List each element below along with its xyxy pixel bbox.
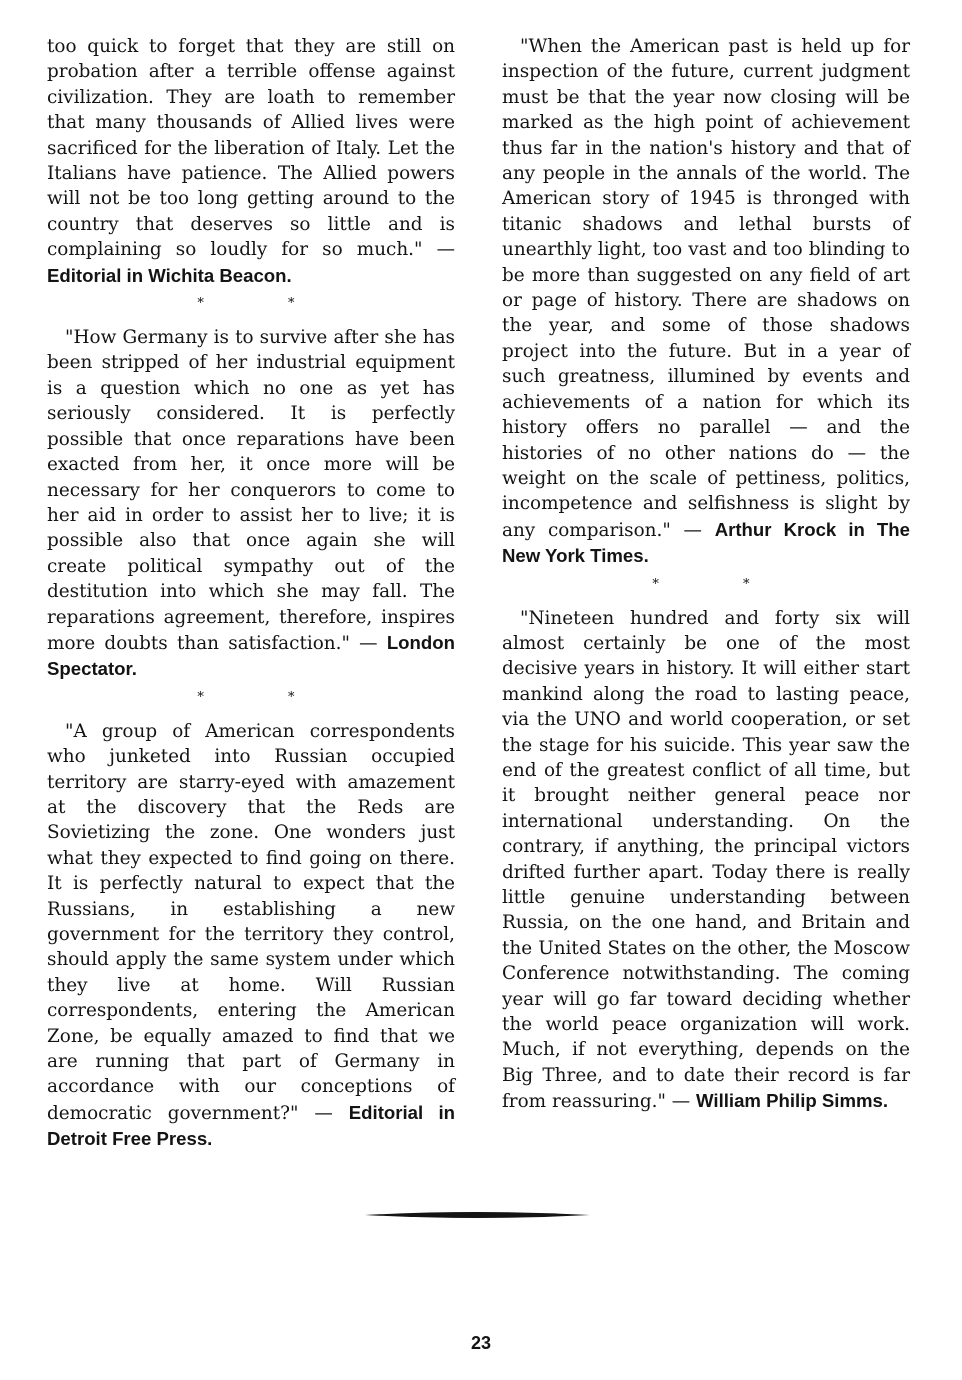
left-column <box>47 34 455 1153</box>
quote-detroit-free-press <box>47 719 455 1153</box>
right-column <box>502 34 910 1115</box>
page-number: 23 <box>470 1333 492 1353</box>
separator: * * <box>197 296 335 312</box>
separator: * * <box>197 689 335 705</box>
quote-london-spectator <box>47 325 455 683</box>
quote-text: "When the American past is held up for inspection of the future, current judgment must be that the year now closing will be marked as the high point of achievement thus far in the nation's history and that of any people in the annals of the world. The American story of 1945 is thronged with titanic shadows and lethal bursts of unearthly light, too vast and too blinding to be more than suggested on any field of art or page of history. There are shadows on the year, and some of those shadows project into the future. But in a year of such greatness, illumined by events and achievements of a nation for which its history offers no parallel — and the histories of no other nations do — the weight on the scale of pettiness, politics, incompetence and selfishness is slight by any comparison." — <box>502 36 910 541</box>
quote-text: "Nineteen hundred and forty six will almost certainly be one of the most decisive years in history. It will either start mankind along the road to lasting peace, via the UNO and world cooperation, or set the stage for his suicide. This year saw the end of the greatest conflict of all time, but it brought neither general peace nor international understanding. On the contrary, if anything, the principal victors drifted further apart. Today there is really little genuine understanding between Russia, on the one hand, and Britain and the United States on the other, the Moscow Conference notwithstanding. The coming year will go far toward deciding whether the world peace organization will work. Much, if not everything, depends on the Big Three, and to date their record is far from reassuring." — <box>502 607 910 1113</box>
quote-source: Editorial in Wichita Beacon. <box>47 264 292 286</box>
separator: * * <box>652 576 790 592</box>
quote-wichita-beacon <box>47 34 455 289</box>
decorative-rule <box>365 1208 590 1222</box>
quote-new-york-times <box>502 34 910 570</box>
quote-source: London Spectator. <box>47 631 455 680</box>
quote-source: Arthur Krock in The New York Times. <box>502 518 910 567</box>
quote-source: William Philip Simms. <box>696 1090 889 1112</box>
quote-source: Editorial in Detroit Free Press. <box>47 1101 455 1150</box>
quote-william-philip-simms <box>502 606 910 1115</box>
quote-text: "How Germany is to survive after she has been stripped of her industrial equipment is a question which no one as yet has seriously considered. It is perfectly possible that once reparations have been exacted from her, it once more will be necessary for her conquerors to come to her aid in order to assist her to live; it is possible also that once again she will create political sympathy out of the destitution into which she may fall. The reparations agreement, therefore, inspires more doubts than satisfaction." — <box>47 327 455 654</box>
quote-text: "A group of American correspondents who junketed into Russian occupied territory are starry-eyed with amazement at the discovery that the Reds are Sovietizing the zone. One wonders just what they expected to find going on there. It is perfectly natural to expect that the Russians, in establishing a new government for the territory they control, should apply the same system under which they live at home. Will Russian correspondents, entering the American Zone, be equally amazed to find that we are running that part of Germany in accordance with our conceptions of democratic government?" — <box>47 720 455 1124</box>
quote-text: too quick to forget that they are still on probation after a terrible offense against civilization. They are loath to remember that many thousands of Allied lives were sacrificed for the liberation of Italy. Let the Italians have patience. The Allied powers will not be too long getting around to the country that deserves so little and is complaining so loudly for so much." — <box>47 36 455 261</box>
